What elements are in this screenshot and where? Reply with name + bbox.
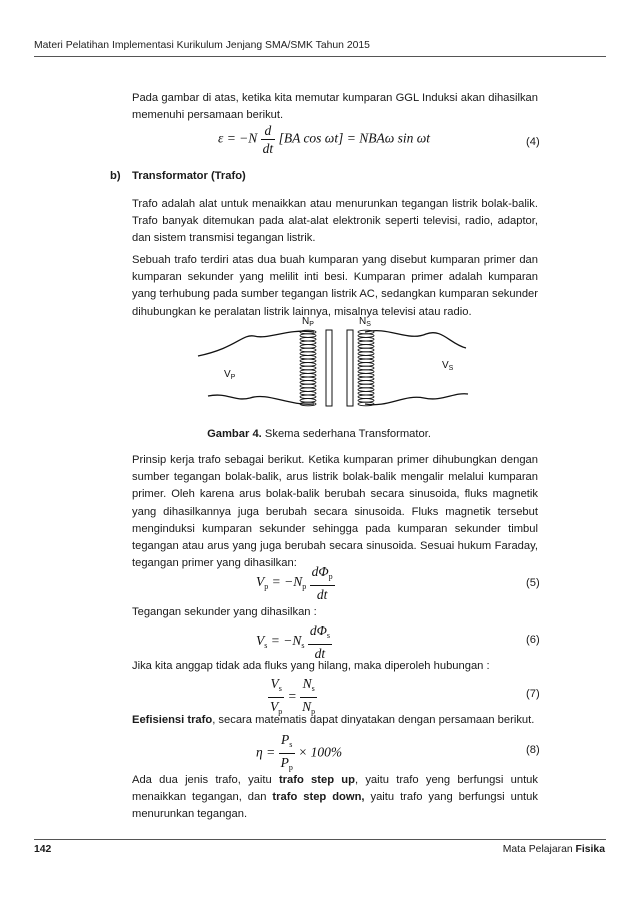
closing-paragraph: Ada dua jenis trafo, yaitu trafo step up, yaitu trafo yeng berfungsi untuk menaikkan tegangan, dan trafo step down, yaitu trafo yang berfungsi untuk menurunkan tegangan.: [132, 774, 538, 821]
efficiency-rest: , secara matematis dapat dinyatakan dengan persamaan berikut.: [212, 714, 535, 726]
coil-winding: [300, 341, 316, 345]
coil-winding: [358, 359, 374, 363]
page-number: 142: [34, 844, 52, 855]
footer-subject: Mata Pelajaran Fisika: [502, 844, 605, 855]
primary-wire-bottom: [208, 395, 314, 404]
eq4-number: (4): [526, 136, 540, 148]
coil-winding: [358, 352, 374, 356]
equation-5: $V_p = -N_p$ $\frac{d\Phi_p}{dt}$: [256, 564, 333, 602]
coil-winding: [300, 384, 316, 388]
coil-winding: [358, 348, 374, 352]
caption-label: Gambar 4.: [207, 428, 262, 440]
coil-winding: [300, 352, 316, 356]
coil-winding: [300, 381, 316, 385]
coil-winding: [358, 391, 374, 395]
coil-winding: [300, 399, 316, 403]
coil-winding: [300, 377, 316, 381]
secondary-wire-bottom: [365, 394, 468, 405]
coil-winding: [300, 334, 316, 338]
coil-winding: [358, 341, 374, 345]
coil-winding: [300, 363, 316, 367]
eq4-rhs: = NBAω sin ωt: [346, 130, 431, 146]
section-b-title: Transformator (Trafo): [132, 170, 246, 182]
intro-paragraph: Pada gambar di atas, ketika kita memutar kumparan GGL Induksi akan dihasilkan memenuhi persamaan berikut.: [132, 92, 538, 122]
coil-winding: [358, 363, 374, 367]
coil-winding: [300, 337, 316, 341]
iron-core-right: [347, 330, 353, 406]
coil-winding: [358, 395, 374, 399]
vp-label: $V_P$: [224, 369, 236, 381]
flux-assumption-text: Jika kita anggap tidak ada fluks yang hilang, maka diperoleh hubungan :: [132, 660, 490, 672]
coil-winding: [358, 355, 374, 359]
equation-7: $\frac{V_s}{V_p}$ = $\frac{N_s}{N_p}$: [270, 676, 316, 716]
footer-rule: [34, 839, 606, 840]
coil-winding: [358, 366, 374, 370]
efficiency-bold: Eefisiensi trafo: [132, 714, 213, 726]
secondary-voltage-text: Tegangan sekunder yang dihasilkan :: [132, 606, 317, 618]
coil-winding: [358, 399, 374, 403]
coil-winding: [358, 384, 374, 388]
eq4-bracket: [BA cos ωt]: [278, 130, 344, 146]
eq4-num: d: [261, 122, 276, 140]
caption-text: Skema sederhana Transformator.: [261, 428, 431, 440]
coil-winding: [300, 348, 316, 352]
primary-coil: [300, 330, 316, 406]
page-header: Materi Pelatihan Implementasi Kurikulum Jenjang SMA/SMK Tahun 2015: [34, 40, 370, 51]
section-b-label: b): [110, 170, 121, 182]
coil-winding: [300, 355, 316, 359]
eq4-den: dt: [262, 141, 274, 156]
coil-winding: [300, 391, 316, 395]
header-rule: [34, 56, 606, 57]
coil-winding: [300, 388, 316, 392]
trafo-structure-paragraph: Sebuah trafo terdiri atas dua buah kumparan yang disebut kumparan primer dan kumparan sekunder yang melilit inti besi. Kumparan primer adalah kumparan yang terhubung pada sumber tegangan listrik AC, sedangkan kumparan sekunder dihubungkan ke peralatan listrik lainnya, misalnya televisi atau radio.: [132, 254, 538, 318]
eq7-number: (7): [526, 688, 540, 700]
coil-winding: [300, 395, 316, 399]
vs-label: $V_S$: [442, 360, 454, 372]
iron-core-left: [326, 330, 332, 406]
ns-label: $N_S$: [359, 316, 371, 328]
eq4-fraction: [261, 122, 276, 157]
equation-4: [218, 122, 430, 157]
coil-winding: [300, 345, 316, 349]
coil-winding: [300, 373, 316, 377]
figure-caption: [0, 428, 638, 440]
coil-winding: [358, 345, 374, 349]
coil-winding: [300, 370, 316, 374]
transformer-figure: [224, 314, 478, 414]
equation-6: $V_s = -N_s$ $\frac{d\Phi_s}{dt}$: [256, 623, 331, 661]
coil-winding: [358, 337, 374, 341]
eq6-number: (6): [526, 634, 540, 646]
coil-winding: [358, 388, 374, 392]
efficiency-text: [132, 712, 534, 729]
equation-8: η = $\frac{P_s}{P_p}$ × 100%: [256, 732, 343, 772]
coil-winding: [358, 334, 374, 338]
np-label: $N_P$: [302, 316, 314, 328]
coil-winding: [358, 370, 374, 374]
coil-winding: [358, 373, 374, 377]
coil-winding: [358, 377, 374, 381]
eq8-number: (8): [526, 744, 540, 756]
eq4-lhs: ε = −N: [218, 130, 258, 146]
eq5-number: (5): [526, 577, 540, 589]
primary-wire-top: [198, 331, 314, 356]
coil-winding: [300, 366, 316, 370]
coil-winding: [300, 359, 316, 363]
trafo-definition-paragraph: Trafo adalah alat untuk menaikkan atau menurunkan tegangan listrik bolak-balik. Trafo banyak ditemukan pada alat-alat elektronik seperti televisi, radio, adaptor, dan sistem transmisi tegangan listrik.: [132, 198, 538, 245]
working-principle-paragraph: Prinsip kerja trafo sebagai berikut. Ketika kumparan primer dihubungkan dengan sumber tegangan bolak-balik, arus listrik bolak-balik mengalir melalui kumparan primer. Oleh karena arus bolak-balik berubah secara sinusoida, fluks magnetik yang dihasilkannya juga berubah secara sinusoida. Fluks magnetik tersebut menginduksi kumparan sekunder sehingga pada kumparan sekunder timbul tegangan atau arus yang juga berubah secara sinusoida. Sesuai hukum Faraday, tegangan primer yang dihasilkan:: [132, 454, 538, 570]
secondary-coil: [358, 330, 374, 406]
secondary-wire-top: [365, 331, 466, 348]
coil-winding: [358, 381, 374, 385]
